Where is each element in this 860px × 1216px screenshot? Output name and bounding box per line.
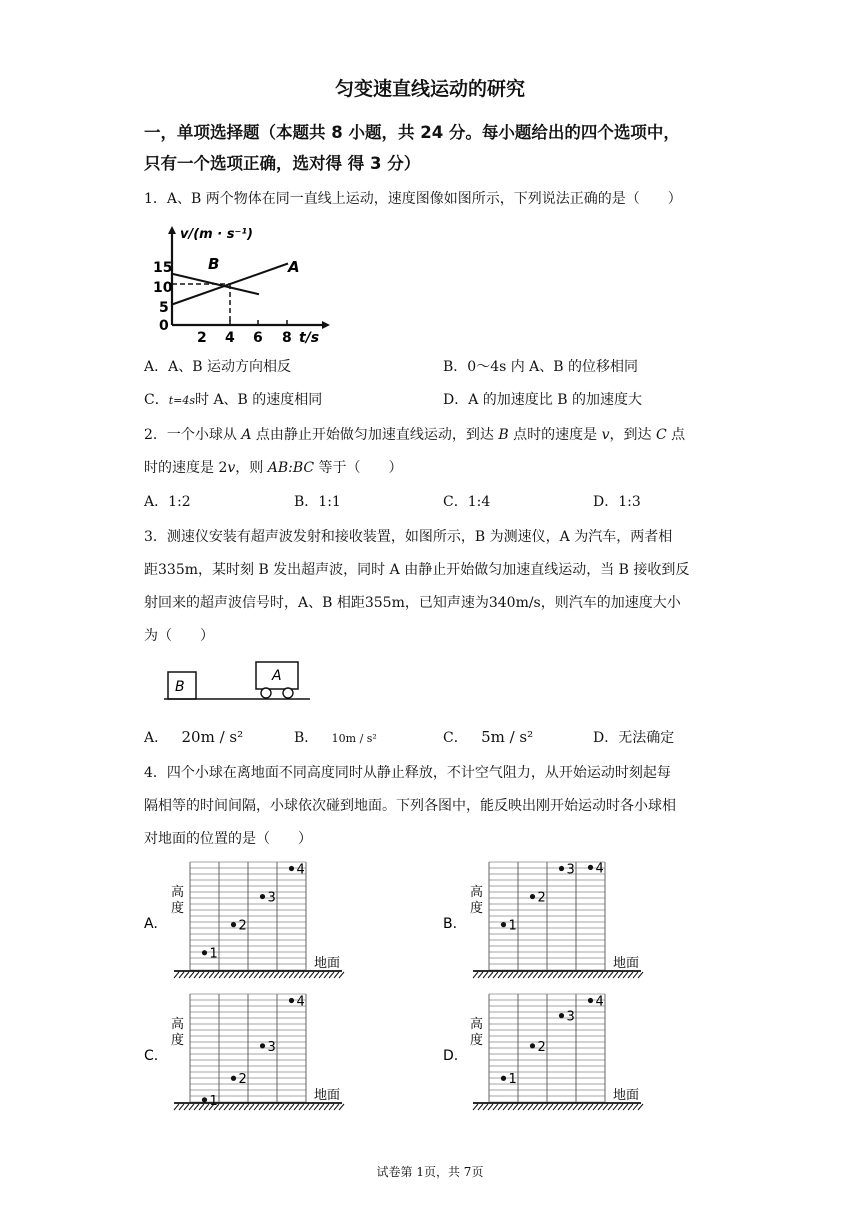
q1-option-a: A．A、B 运动方向相反 [144, 359, 291, 375]
q1-option-b: B．0～4s 内 A、B 的位移相同 [443, 359, 639, 375]
q3-option-a: A． 20m / s² [144, 728, 244, 746]
q1-option-d: D．A 的加速度比 B 的加速度大 [443, 392, 642, 408]
q1-ytick-15: 15 [153, 260, 173, 276]
q1-line-b [172, 274, 259, 295]
q3-line3: 射回来的超声波信号时，A、B 相距355m，已知声速为340m/s，则汽车的加速度大小 [144, 595, 681, 611]
q3-label-a: A [272, 668, 282, 684]
q3-option-b: B． 10m / s² [294, 730, 377, 746]
section-heading-line1: 一，单项选择题（本题共 8 小题，共 24 分。每小题给出的四个选项中， [144, 123, 680, 142]
q4-ball [559, 866, 564, 871]
q1-velocity-graph [150, 220, 340, 345]
q4-height-label: 度 [470, 901, 484, 916]
q4-ground-label: 地面 [613, 1088, 640, 1103]
q1-stem: 1．A、B 两个物体在同一直线上运动，速度图像如图所示，下列说法正确的是（ ） [144, 191, 682, 207]
q2-option-a: A．1:2 [144, 494, 191, 510]
q4-line3: 对地面的位置的是（ ） [144, 831, 312, 847]
q4-ball [530, 1043, 535, 1048]
q4-ground-label: 地面 [314, 1088, 341, 1103]
q4-ball-label: 1 [508, 1072, 517, 1088]
q4-height-label: 高 [470, 885, 484, 900]
q4-option-panel [144, 990, 374, 1116]
q1-ylabel: v/(m · s⁻¹) [180, 227, 253, 242]
q4-panel-letter: B. [443, 916, 458, 932]
q4-ball [202, 950, 207, 955]
q2-line2: 时的速度是 2v，则 AB:BC 等于（ ） [144, 460, 403, 476]
q1-label-a: A [288, 258, 300, 276]
q4-ball-label: 2 [238, 1072, 247, 1088]
section-heading-line2: 只有一个选项正确，选对得 得 3 分） [144, 154, 421, 173]
q4-ball [260, 1043, 265, 1048]
q4-height-label: 高 [171, 885, 185, 900]
q4-ball [289, 866, 294, 871]
q4-ball-label: 3 [267, 1039, 276, 1055]
page-footer: 试卷第 1页，共 7页 [376, 1165, 484, 1179]
q4-ball-label: 1 [209, 946, 218, 962]
page-title: 匀变速直线运动的研究 [334, 78, 525, 100]
q4-ground-label: 地面 [613, 956, 640, 971]
q4-height-label: 高 [470, 1017, 484, 1032]
q4-option-panel [443, 858, 673, 984]
q4-ball-label: 1 [209, 1093, 218, 1109]
q4-ball [559, 1013, 564, 1018]
q1-ytick-5: 5 [159, 300, 169, 316]
q1-xlabel: t/s [299, 330, 320, 345]
q4-ball-label: 4 [296, 862, 305, 878]
q4-ball-label: 4 [595, 994, 604, 1010]
q1-x-arrow-icon [322, 321, 330, 329]
q4-ground-label: 地面 [314, 956, 341, 971]
q3-wheel-icon [261, 688, 271, 698]
q3-line4: 为（ ） [144, 628, 214, 644]
q3-line2: 距335m，某时刻 B 发出超声波，同时 A 由静止开始做匀加速直线运动，当 B 接收到反 [144, 562, 690, 578]
q4-panel-letter: C. [144, 1048, 159, 1064]
q4-ball [289, 998, 294, 1003]
q4-height-label: 度 [470, 1033, 484, 1048]
q2-option-b: B．1:1 [294, 494, 341, 510]
q4-ball [501, 922, 506, 927]
q3-wheel-icon [283, 688, 293, 698]
q1-xtick-8: 8 [282, 330, 292, 345]
q4-line1: 4．四个小球在离地面不同高度同时从静止释放，不计空气阻力，从开始运动时刻起每 [144, 765, 671, 781]
q4-option-panel [144, 858, 374, 984]
q4-ball [588, 865, 593, 870]
q2-option-c: C．1:4 [443, 494, 491, 510]
q4-ball-label: 2 [537, 890, 546, 906]
q1-option-c: C．t=4s时 A、B 的速度相同 [144, 392, 323, 408]
q2-line1: 2．一个小球从 A 点由静止开始做匀加速直线运动，到达 B 点时的速度是 v，到达 C 点 [144, 427, 686, 443]
q4-ball-label: 2 [537, 1039, 546, 1055]
q1-label-b: B [208, 255, 220, 273]
q1-y-arrow-icon [168, 226, 176, 234]
q3-figure [164, 658, 314, 706]
q1-xtick-2: 2 [197, 330, 207, 345]
q4-ball [202, 1097, 207, 1102]
q4-ball-label: 3 [566, 862, 575, 878]
q4-line2: 隔相等的时间间隔，小球依次碰到地面。下列各图中，能反映出刚开始运动时各小球相 [144, 798, 676, 814]
q1-ytick-10: 10 [153, 280, 173, 296]
q1-xtick-6: 6 [253, 330, 263, 345]
q4-panel-letter: D. [443, 1048, 459, 1064]
q3-option-c: C． 5m / s² [443, 728, 534, 746]
q4-ball-label: 3 [566, 1009, 575, 1025]
q4-height-label: 度 [171, 1033, 185, 1048]
q3-label-b: B [175, 679, 185, 695]
q4-ball [588, 998, 593, 1003]
q4-panel-letter: A. [144, 916, 158, 932]
q4-ball [260, 894, 265, 899]
q3-line1: 3．测速仪安装有超声波发射和接收装置，如图所示，B 为测速仪，A 为汽车，两者相 [144, 529, 673, 545]
q4-height-label: 高 [171, 1017, 185, 1032]
q4-height-label: 度 [171, 901, 185, 916]
q4-ball-label: 4 [595, 861, 604, 877]
q4-option-panel [443, 990, 673, 1116]
q4-ball [231, 922, 236, 927]
q4-ball [501, 1076, 506, 1081]
q4-ball-label: 2 [238, 918, 247, 934]
q2-option-d: D．1:3 [593, 494, 641, 510]
q4-ball-label: 4 [296, 994, 305, 1010]
q4-ball-label: 1 [508, 918, 517, 934]
q4-ball-label: 3 [267, 890, 276, 906]
q1-ytick-0: 0 [159, 318, 169, 334]
q4-ball [231, 1076, 236, 1081]
q1-xtick-4: 4 [225, 330, 235, 345]
q3-option-d: D．无法确定 [593, 730, 675, 746]
q4-ball [530, 894, 535, 899]
